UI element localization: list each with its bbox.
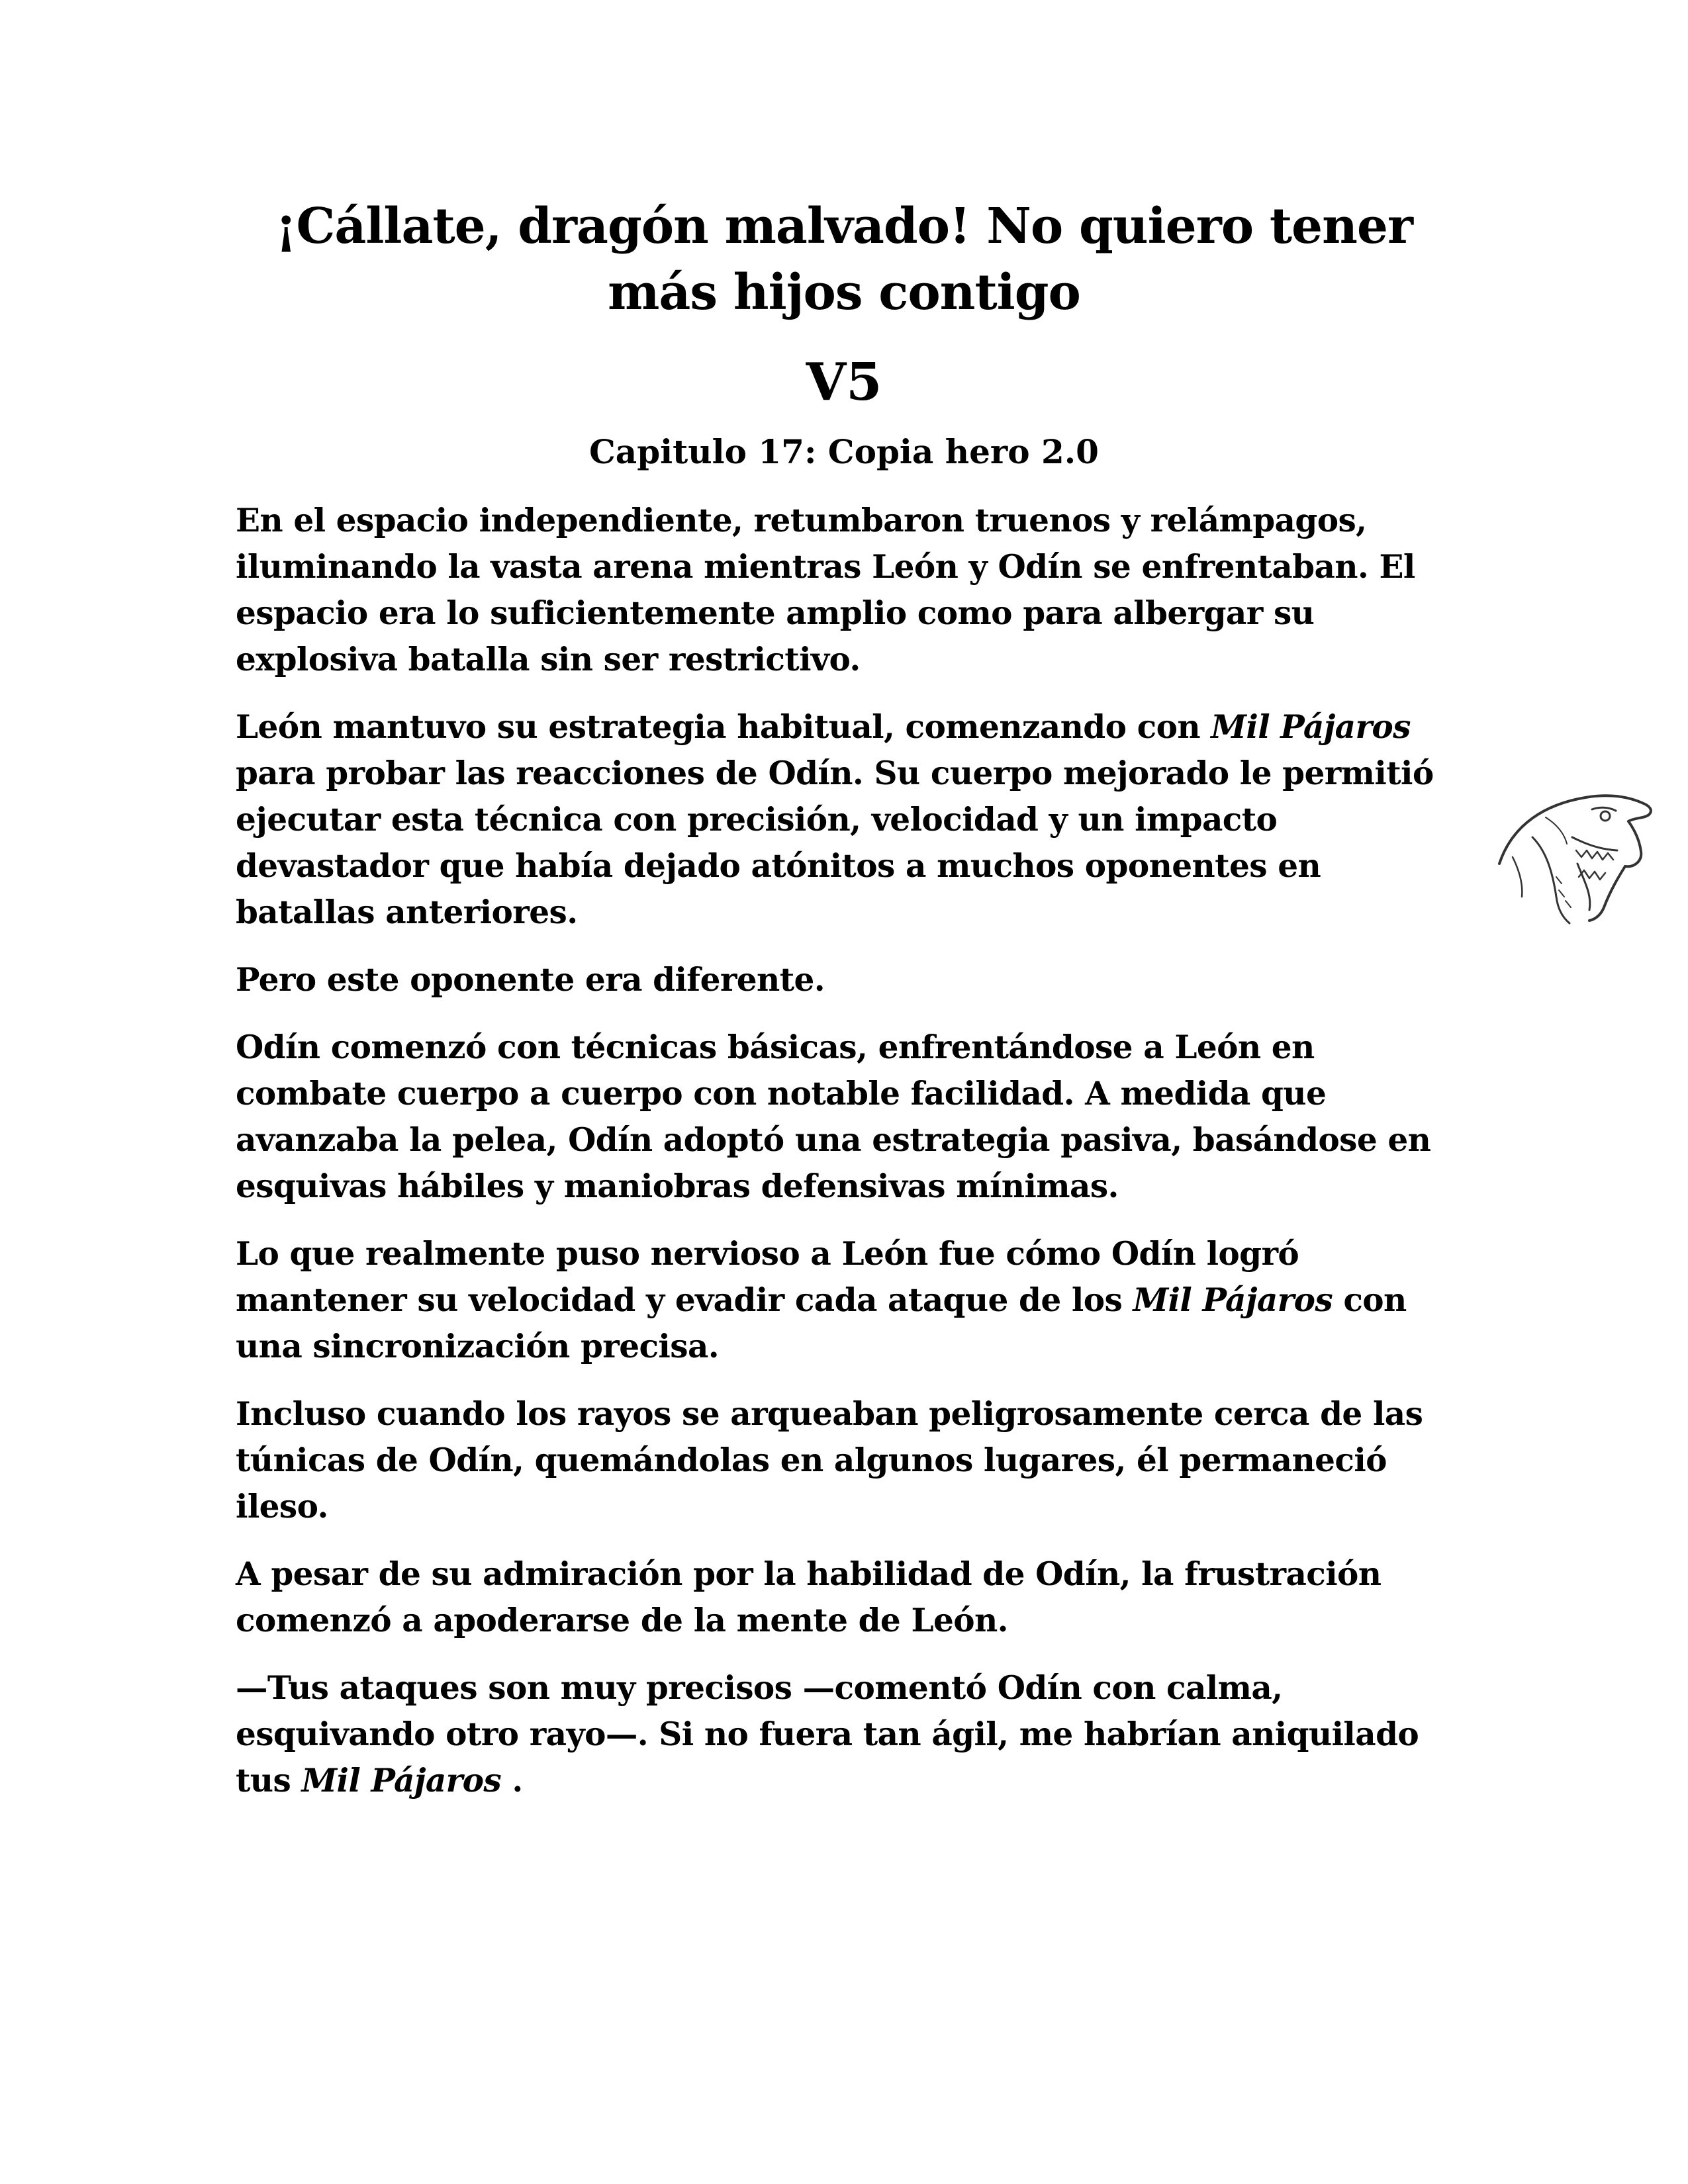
paragraph-2: León mantuvo su estrategia habitual, comenzando con Mil Pájaros para probar las reacciones de Odín. Su cuerpo mejorado le permitió ejecutar esta técnica con precisión, velocidad y un impacto devastador que había dejado atónitos a muchos oponentes en batallas anteriores.	[236, 708, 1434, 931]
paragraph-7: A pesar de su admiración por la habilidad de Odín, la frustración comenzó a apoderarse de la mente de León.	[236, 1555, 1382, 1639]
paragraph-4: Odín comenzó con técnicas básicas, enfrentándose a León en combate cuerpo a cuerpo con notable facilidad. A medida que avanzaba la pelea, Odín adoptó una estrategia pasiva, basándose en esquivas hábiles y maniobras defensivas mínimas.	[236, 1028, 1431, 1205]
dinosaur-head-sketch-icon	[1493, 778, 1665, 930]
technique-name: Mil Pájaros	[1211, 708, 1411, 746]
paragraph-5: Lo que realmente puso nervioso a León fue cómo Odín logró mantener su velocidad y evadir cada ataque de los Mil Pájaros con una sincronización precisa.	[236, 1235, 1407, 1365]
chapter-heading: Capitulo 17: Copia hero 2.0	[589, 432, 1099, 471]
technique-name: Mil Pájaros	[1133, 1281, 1333, 1319]
paragraph-1: En el espacio independiente, retumbaron truenos y relámpagos, iluminando la vasta arena mientras León y Odín se enfrentaban. El espacio era lo suficientemente amplio como para albergar su explosiva batalla sin ser restrictivo.	[236, 502, 1415, 678]
paragraph-6: Incluso cuando los rayos se arqueaban peligrosamente cerca de las túnicas de Odín, quemándolas en algunos lugares, él permaneció ileso.	[236, 1395, 1423, 1525]
volume-label: V5	[806, 352, 882, 412]
document-title	[199, 193, 1489, 326]
title-line-2: más hijos contigo	[608, 264, 1080, 321]
chapter-body	[236, 498, 1467, 1825]
technique-name: Mil Pájaros	[301, 1762, 502, 1799]
paragraph-8: —Tus ataques son muy precisos —comentó Odín con calma, esquivando otro rayo—. Si no fuera tan ágil, me habrían aniquilado tus Mil Pájaros .	[236, 1669, 1419, 1799]
paragraph-3: Pero este oponente era diferente.	[236, 961, 825, 999]
title-line-1: ¡Cállate, dragón malvado! No quiero tener	[275, 198, 1413, 255]
